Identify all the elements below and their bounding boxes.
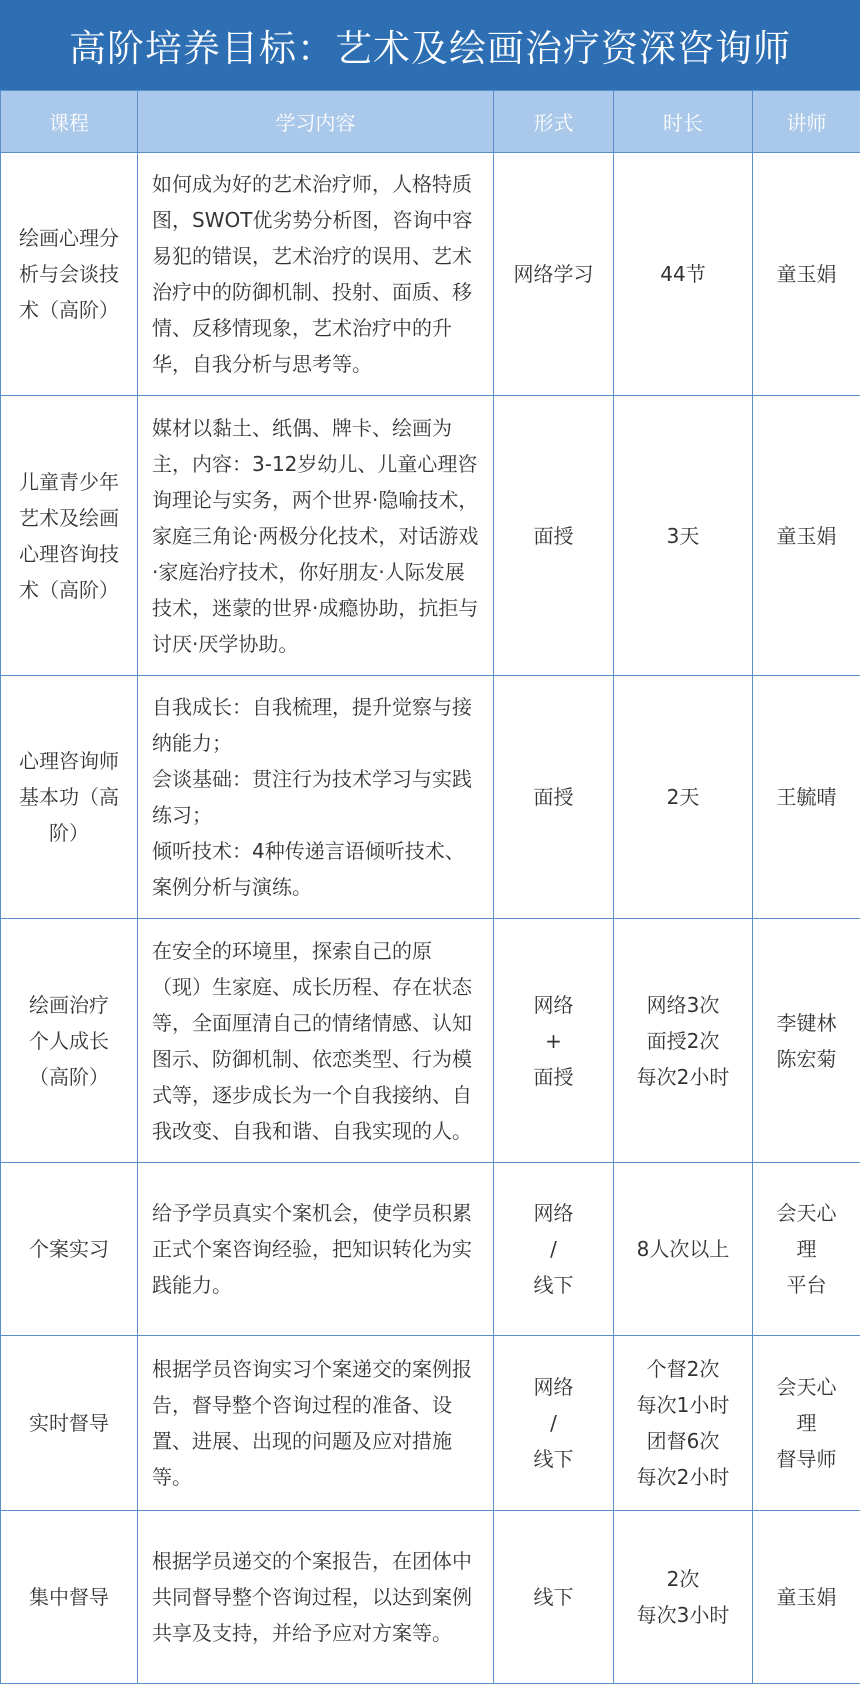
curriculum-table <box>0 90 860 1684</box>
header-lecturer: 讲师 <box>753 91 860 153</box>
course-content: 在安全的环境里，探索自己的原（现）生家庭、成长历程、存在状态等，全面厘清自己的情绪情感、认知图示、防御机制、依恋类型、行为模式等，逐步成长为一个自我接纳、自我改变、自我和谐、自我实现的人。 <box>138 919 494 1163</box>
course-name: 实时督导 <box>1 1336 138 1511</box>
table-row <box>1 1163 860 1336</box>
course-format: 网络 / 线下 <box>494 1163 614 1336</box>
course-format: 网络 / 线下 <box>494 1336 614 1511</box>
course-duration: 2次 每次3小时 <box>614 1511 753 1684</box>
table-row <box>1 676 860 919</box>
course-duration: 网络3次 面授2次 每次2小时 <box>614 919 753 1163</box>
course-lecturer: 童玉娟 <box>753 153 860 396</box>
table-row <box>1 396 860 676</box>
course-content: 如何成为好的艺术治疗师，人格特质图，SWOT优劣势分析图，咨询中容易犯的错误，艺术治疗的误用、艺术治疗中的防御机制、投射、面质、移情、反移情现象，艺术治疗中的升华，自我分析与思考等。 <box>138 153 494 396</box>
course-name: 绘画治疗 个人成长 （高阶） <box>1 919 138 1163</box>
course-content: 根据学员咨询实习个案递交的案例报告，督导整个咨询过程的准备、设置、进展、出现的问题及应对措施等。 <box>138 1336 494 1511</box>
course-duration: 2天 <box>614 676 753 919</box>
course-content: 自我成长：自我梳理，提升觉察与接纳能力； 会谈基础：贯注行为技术学习与实践练习； 倾听技术：4种传递言语倾听技术、案例分析与演练。 <box>138 676 494 919</box>
course-name: 个案实习 <box>1 1163 138 1336</box>
table-row <box>1 153 860 396</box>
course-name: 儿童青少年 艺术及绘画 心理咨询技 术（高阶） <box>1 396 138 676</box>
course-lecturer: 童玉娟 <box>753 1511 860 1684</box>
course-lecturer: 会天心理 督导师 <box>753 1336 860 1511</box>
course-content: 给予学员真实个案机会，使学员积累正式个案咨询经验，把知识转化为实践能力。 <box>138 1163 494 1336</box>
header-duration: 时长 <box>614 91 753 153</box>
course-duration: 44节 <box>614 153 753 396</box>
header-content: 学习内容 <box>138 91 494 153</box>
course-format: 面授 <box>494 396 614 676</box>
course-name: 绘画心理分 析与会谈技 术（高阶） <box>1 153 138 396</box>
course-name: 集中督导 <box>1 1511 138 1684</box>
header-format: 形式 <box>494 91 614 153</box>
course-format: 面授 <box>494 676 614 919</box>
course-content: 媒材以黏土、纸偶、牌卡、绘画为主，内容：3-12岁幼儿、儿童心理咨询理论与实务，两个世界·隐喻技术，家庭三角论·两极分化技术，对话游戏·家庭治疗技术，你好朋友·人际发展技术，迷蒙的世界·成瘾协助，抗拒与讨厌·厌学协助。 <box>138 396 494 676</box>
table-row <box>1 1511 860 1684</box>
course-duration: 个督2次 每次1小时 团督6次 每次2小时 <box>614 1336 753 1511</box>
course-lecturer: 王毓晴 <box>753 676 860 919</box>
course-lecturer: 童玉娟 <box>753 396 860 676</box>
course-lecturer: 李键林 陈宏菊 <box>753 919 860 1163</box>
course-lecturer: 会天心理 平台 <box>753 1163 860 1336</box>
table-row <box>1 919 860 1163</box>
page-title: 高阶培养目标：艺术及绘画治疗资深咨询师 <box>0 0 860 90</box>
course-duration: 3天 <box>614 396 753 676</box>
table-header-row <box>1 91 860 153</box>
course-duration: 8人次以上 <box>614 1163 753 1336</box>
header-course: 课程 <box>1 91 138 153</box>
course-format: 网络学习 <box>494 153 614 396</box>
course-format: 网络 + 面授 <box>494 919 614 1163</box>
course-content: 根据学员递交的个案报告，在团体中共同督导整个咨询过程，以达到案例共享及支持，并给予应对方案等。 <box>138 1511 494 1684</box>
course-format: 线下 <box>494 1511 614 1684</box>
course-name: 心理咨询师 基本功（高 阶） <box>1 676 138 919</box>
table-row <box>1 1336 860 1511</box>
